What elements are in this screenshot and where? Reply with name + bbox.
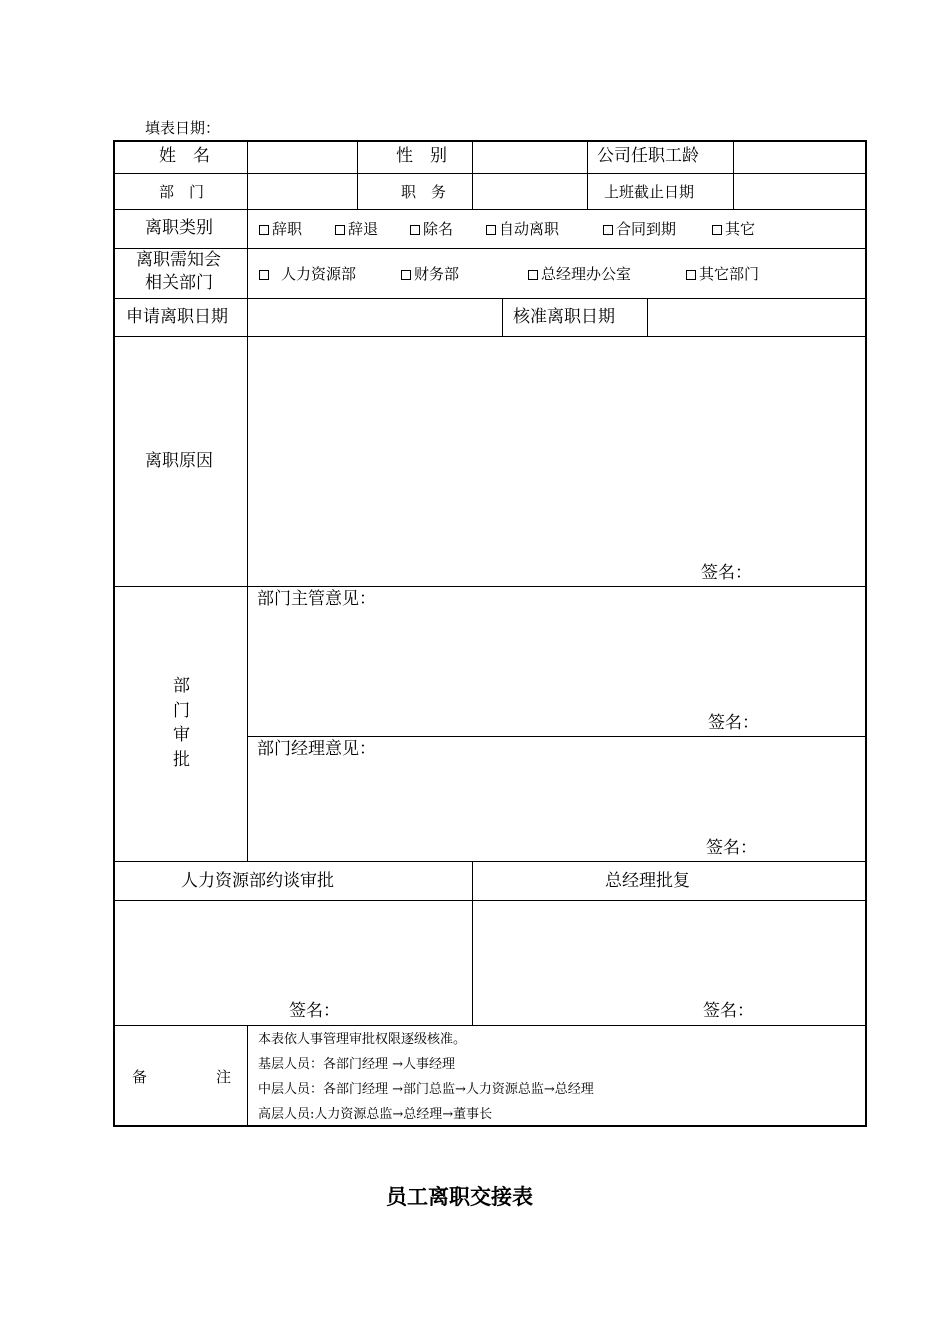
notify-depts-label-line1: 离职需知会 (136, 250, 221, 270)
row-line (113, 298, 867, 299)
resign-type-option-self-leave[interactable] (486, 219, 559, 239)
row-line (113, 248, 867, 249)
dept-approval-char: 审 (173, 725, 190, 745)
dept-approval-char: 部 (173, 676, 190, 696)
department-field[interactable] (249, 175, 356, 208)
supervisor-signature-label: 签名： (708, 713, 759, 733)
position-label: 职 务 (401, 183, 447, 201)
notify-option-finance[interactable] (401, 264, 459, 284)
row-line (247, 736, 867, 737)
notify-option-other[interactable] (686, 264, 759, 284)
resign-type-label: 离职类别 (145, 218, 213, 238)
gender-label: 性 别 (396, 146, 447, 166)
remarks-label-b: 注 (216, 1068, 232, 1086)
col-line (472, 861, 473, 1025)
apply-date-label: 申请离职日期 (126, 307, 228, 327)
reason-field[interactable] (249, 338, 864, 560)
col-line (733, 140, 734, 209)
option-label: 辞退 (348, 220, 379, 238)
position-field[interactable] (474, 175, 586, 208)
manager-signature-label: 签名： (706, 838, 757, 858)
last-work-date-label: 上班截止日期 (604, 183, 695, 201)
notify-option-hr[interactable] (259, 264, 356, 284)
row-line (113, 173, 867, 174)
department-label: 部 门 (159, 183, 205, 201)
dept-approval-char: 门 (173, 701, 190, 721)
checkbox-icon (712, 225, 722, 235)
row-line (113, 900, 867, 901)
checkbox-icon (686, 270, 696, 280)
gm-approval-label: 总经理批复 (605, 871, 690, 891)
table-right-border (865, 140, 867, 1127)
checkbox-icon (335, 225, 345, 235)
col-line (357, 140, 358, 209)
col-line (247, 140, 248, 861)
handover-form-title: 员工离职交接表 (386, 1185, 533, 1209)
checkbox-icon (486, 225, 496, 235)
option-label: 其它 (725, 220, 756, 238)
resign-type-option-expelled[interactable] (410, 219, 453, 239)
resign-type-option-resign[interactable] (259, 219, 302, 239)
remarks-line: 基层人员：各部门经理 →人事经理 (258, 1057, 456, 1072)
col-line (587, 140, 588, 209)
remarks-line: 本表依人事管理审批权限逐级核准。 (258, 1032, 467, 1047)
hr-interview-label: 人力资源部约谈审批 (181, 871, 334, 891)
gm-approval-field[interactable] (474, 902, 864, 997)
resign-type-option-other[interactable] (712, 219, 755, 239)
notify-depts-label-line2: 相关部门 (145, 273, 213, 293)
col-line (502, 298, 503, 336)
remarks-line: 高层人员:人力资源总监→总经理→董事长 (258, 1107, 493, 1122)
tenure-field[interactable] (735, 142, 864, 172)
resign-type-option-contract-expiry[interactable] (603, 219, 676, 239)
manager-opinion-label: 部门经理意见： (257, 739, 376, 759)
supervisor-opinion-field[interactable] (249, 612, 864, 708)
fill-date-label: 填表日期： (145, 119, 221, 137)
option-label: 合同到期 (616, 220, 677, 238)
row-line (113, 1025, 867, 1026)
gm-signature-label: 签名： (703, 1001, 754, 1021)
option-label: 总经理办公室 (541, 265, 632, 283)
supervisor-opinion-label: 部门主管意见： (257, 589, 376, 609)
approved-date-label: 核准离职日期 (513, 307, 615, 327)
checkbox-icon (528, 270, 538, 280)
row-line (113, 336, 867, 337)
last-work-date-field[interactable] (735, 175, 864, 208)
checkbox-icon (259, 225, 269, 235)
col-line (247, 1025, 248, 1126)
col-line (472, 140, 473, 209)
notify-option-gm-office[interactable] (528, 264, 631, 284)
col-line (647, 298, 648, 336)
checkbox-icon (401, 270, 411, 280)
table-bottom-border (113, 1125, 867, 1127)
row-line (113, 209, 867, 210)
remarks-label-a: 备 (132, 1068, 148, 1086)
reason-signature-label: 签名： (701, 563, 752, 583)
option-label: 自动离职 (499, 220, 560, 238)
dept-approval-char: 批 (173, 750, 190, 770)
option-label: 人力资源部 (281, 265, 357, 283)
row-line (113, 586, 867, 587)
checkbox-icon (410, 225, 420, 235)
manager-opinion-field[interactable] (249, 762, 864, 834)
hr-signature-label: 签名： (289, 1001, 340, 1021)
option-label: 其它部门 (699, 265, 760, 283)
name-field[interactable] (249, 142, 356, 172)
option-label: 辞职 (272, 220, 303, 238)
apply-date-field[interactable] (249, 300, 501, 335)
name-label: 姓 名 (159, 146, 210, 166)
gender-field[interactable] (474, 142, 586, 172)
hr-interview-field[interactable] (115, 902, 471, 997)
reason-label: 离职原因 (145, 451, 213, 471)
tenure-label: 公司任职工龄 (597, 146, 699, 166)
approved-date-field[interactable] (649, 300, 864, 335)
row-line (113, 861, 867, 862)
checkbox-icon (259, 270, 269, 280)
option-label: 财务部 (414, 265, 460, 283)
remarks-line: 中层人员：各部门经理 →部门总监→人力资源总监→总经理 (258, 1082, 594, 1097)
checkbox-icon (603, 225, 613, 235)
resign-type-option-dismissed[interactable] (335, 219, 378, 239)
option-label: 除名 (423, 220, 454, 238)
